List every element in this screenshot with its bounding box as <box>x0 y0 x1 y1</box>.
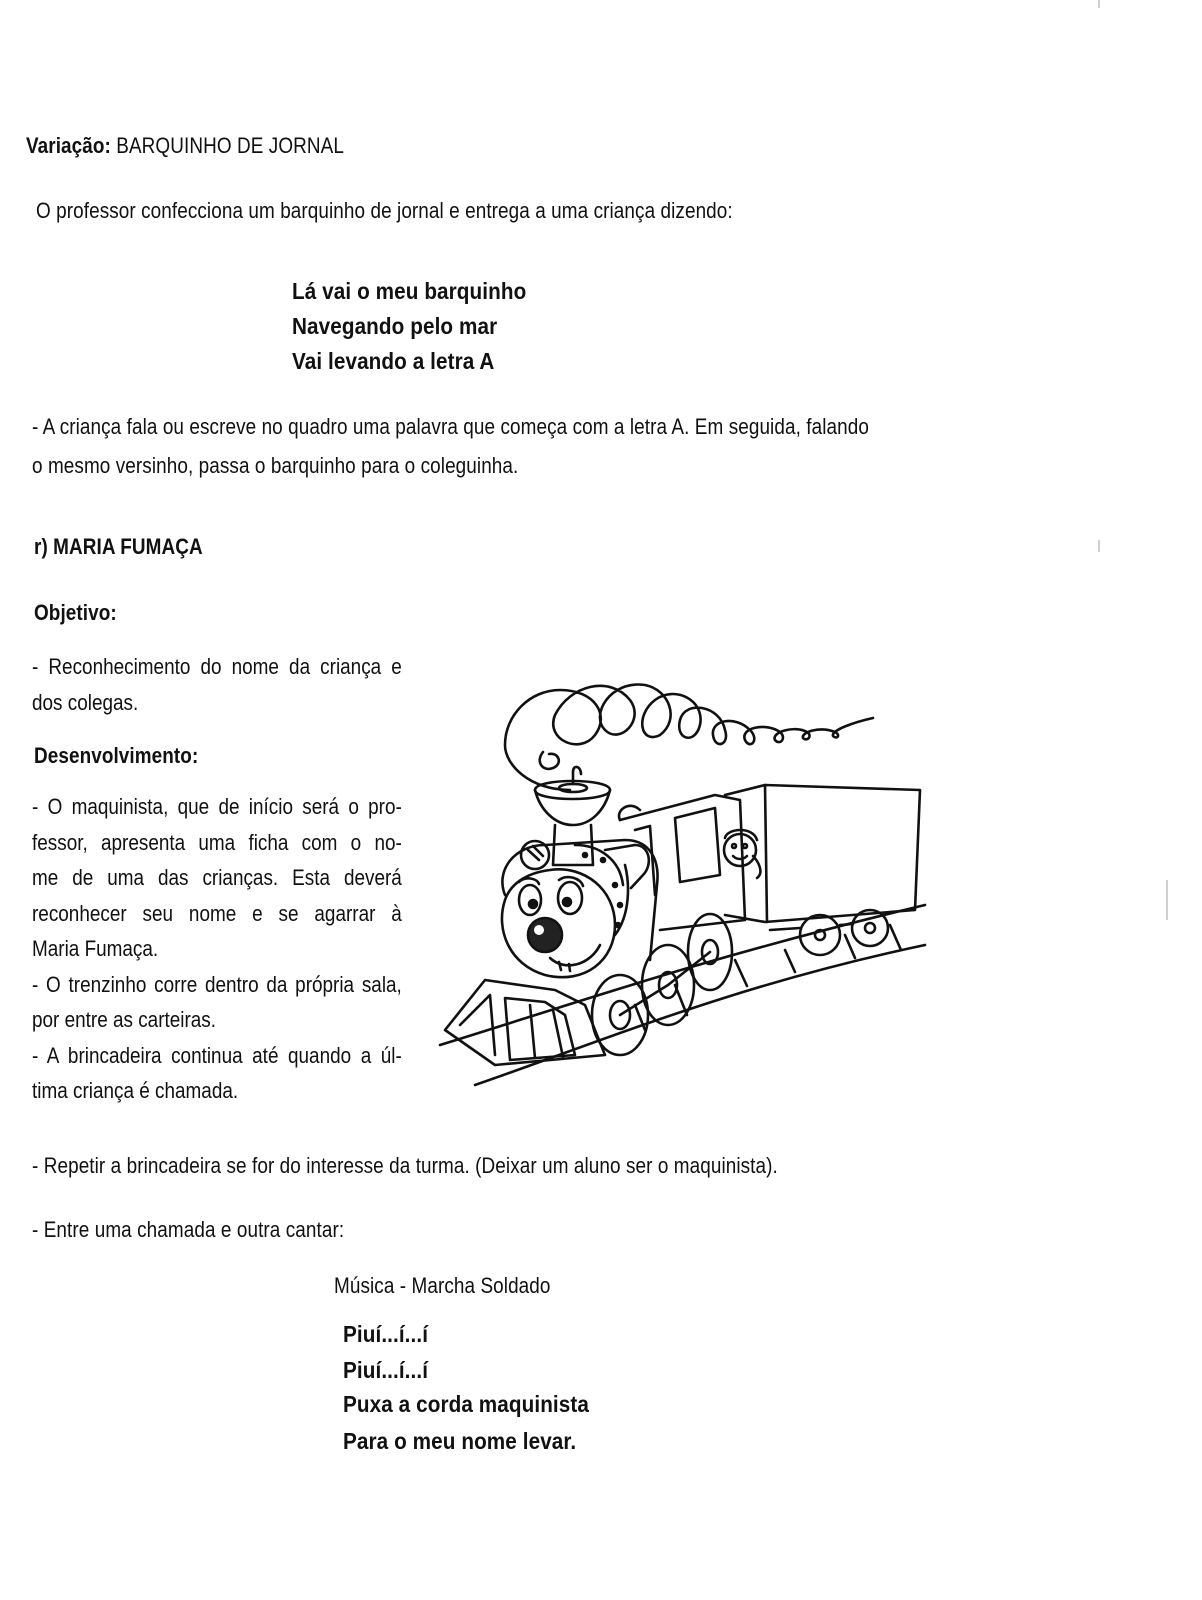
section-heading: r) MARIA FUMAÇA <box>34 534 203 559</box>
boat-instruction-line: - A criança fala ou escreve no quadro uma palavra que começa com a letra A. Em seguida, falando <box>32 414 869 439</box>
boat-verse-line: Lá vai o meu barquinho <box>292 278 527 304</box>
objective-label: Objetivo: <box>34 600 117 625</box>
objective-text <box>32 649 402 720</box>
song-line: Piuí...í...í <box>343 1357 429 1383</box>
development-line: - O trenzinho corre dentro da própria sala, <box>32 971 402 997</box>
song-line: Para o meu nome levar. <box>343 1428 577 1454</box>
scan-mark <box>1098 0 1100 8</box>
development-line: reconhecer seu nome e se agarrar à <box>32 900 402 926</box>
variation-title: BARQUINHO DE JORNAL <box>116 133 344 158</box>
development-line: por entre as carteiras. <box>32 1007 217 1032</box>
development-line: fessor, apresenta uma ficha com o no- <box>32 829 402 855</box>
boat-verse-line: Navegando pelo mar <box>292 313 498 339</box>
development-label: Desenvolvimento: <box>34 743 199 768</box>
development-line: Maria Fumaça. <box>32 936 159 961</box>
steam-train-illustration-icon <box>435 660 930 1090</box>
repeat-line: - Repetir a brincadeira se for do interesse da turma. (Deixar um aluno ser o maquinista). <box>32 1153 778 1178</box>
variation-header <box>26 132 344 160</box>
development-text <box>32 789 402 1109</box>
objective-line: - Reconhecimento do nome da criança e <box>32 654 402 679</box>
development-line: tima criança é chamada. <box>32 1078 239 1103</box>
development-line: me de uma das crianças. Esta deverá <box>32 865 402 890</box>
development-line: - A brincadeira continua até quando a úl- <box>32 1042 402 1068</box>
scan-mark <box>1166 880 1168 920</box>
objective-line: dos colegas. <box>32 689 139 715</box>
boat-instruction-line: o mesmo versinho, passa o barquinho para o coleguinha. <box>32 453 519 478</box>
scan-mark <box>1098 540 1100 552</box>
song-line: Piuí...í...í <box>343 1321 429 1347</box>
song-title: Música - Marcha Soldado <box>334 1273 551 1298</box>
boat-verse-line: Vai levando a letra A <box>292 348 495 374</box>
sing-line: - Entre uma chamada e outra cantar: <box>32 1217 345 1242</box>
song-line: Puxa a corda maquinista <box>343 1391 589 1417</box>
variation-intro: O professor confecciona um barquinho de jornal e entrega a uma criança dizendo: <box>36 198 733 223</box>
development-line: - O maquinista, que de início será o pro- <box>32 794 402 819</box>
variation-label: Variação: <box>26 133 111 158</box>
